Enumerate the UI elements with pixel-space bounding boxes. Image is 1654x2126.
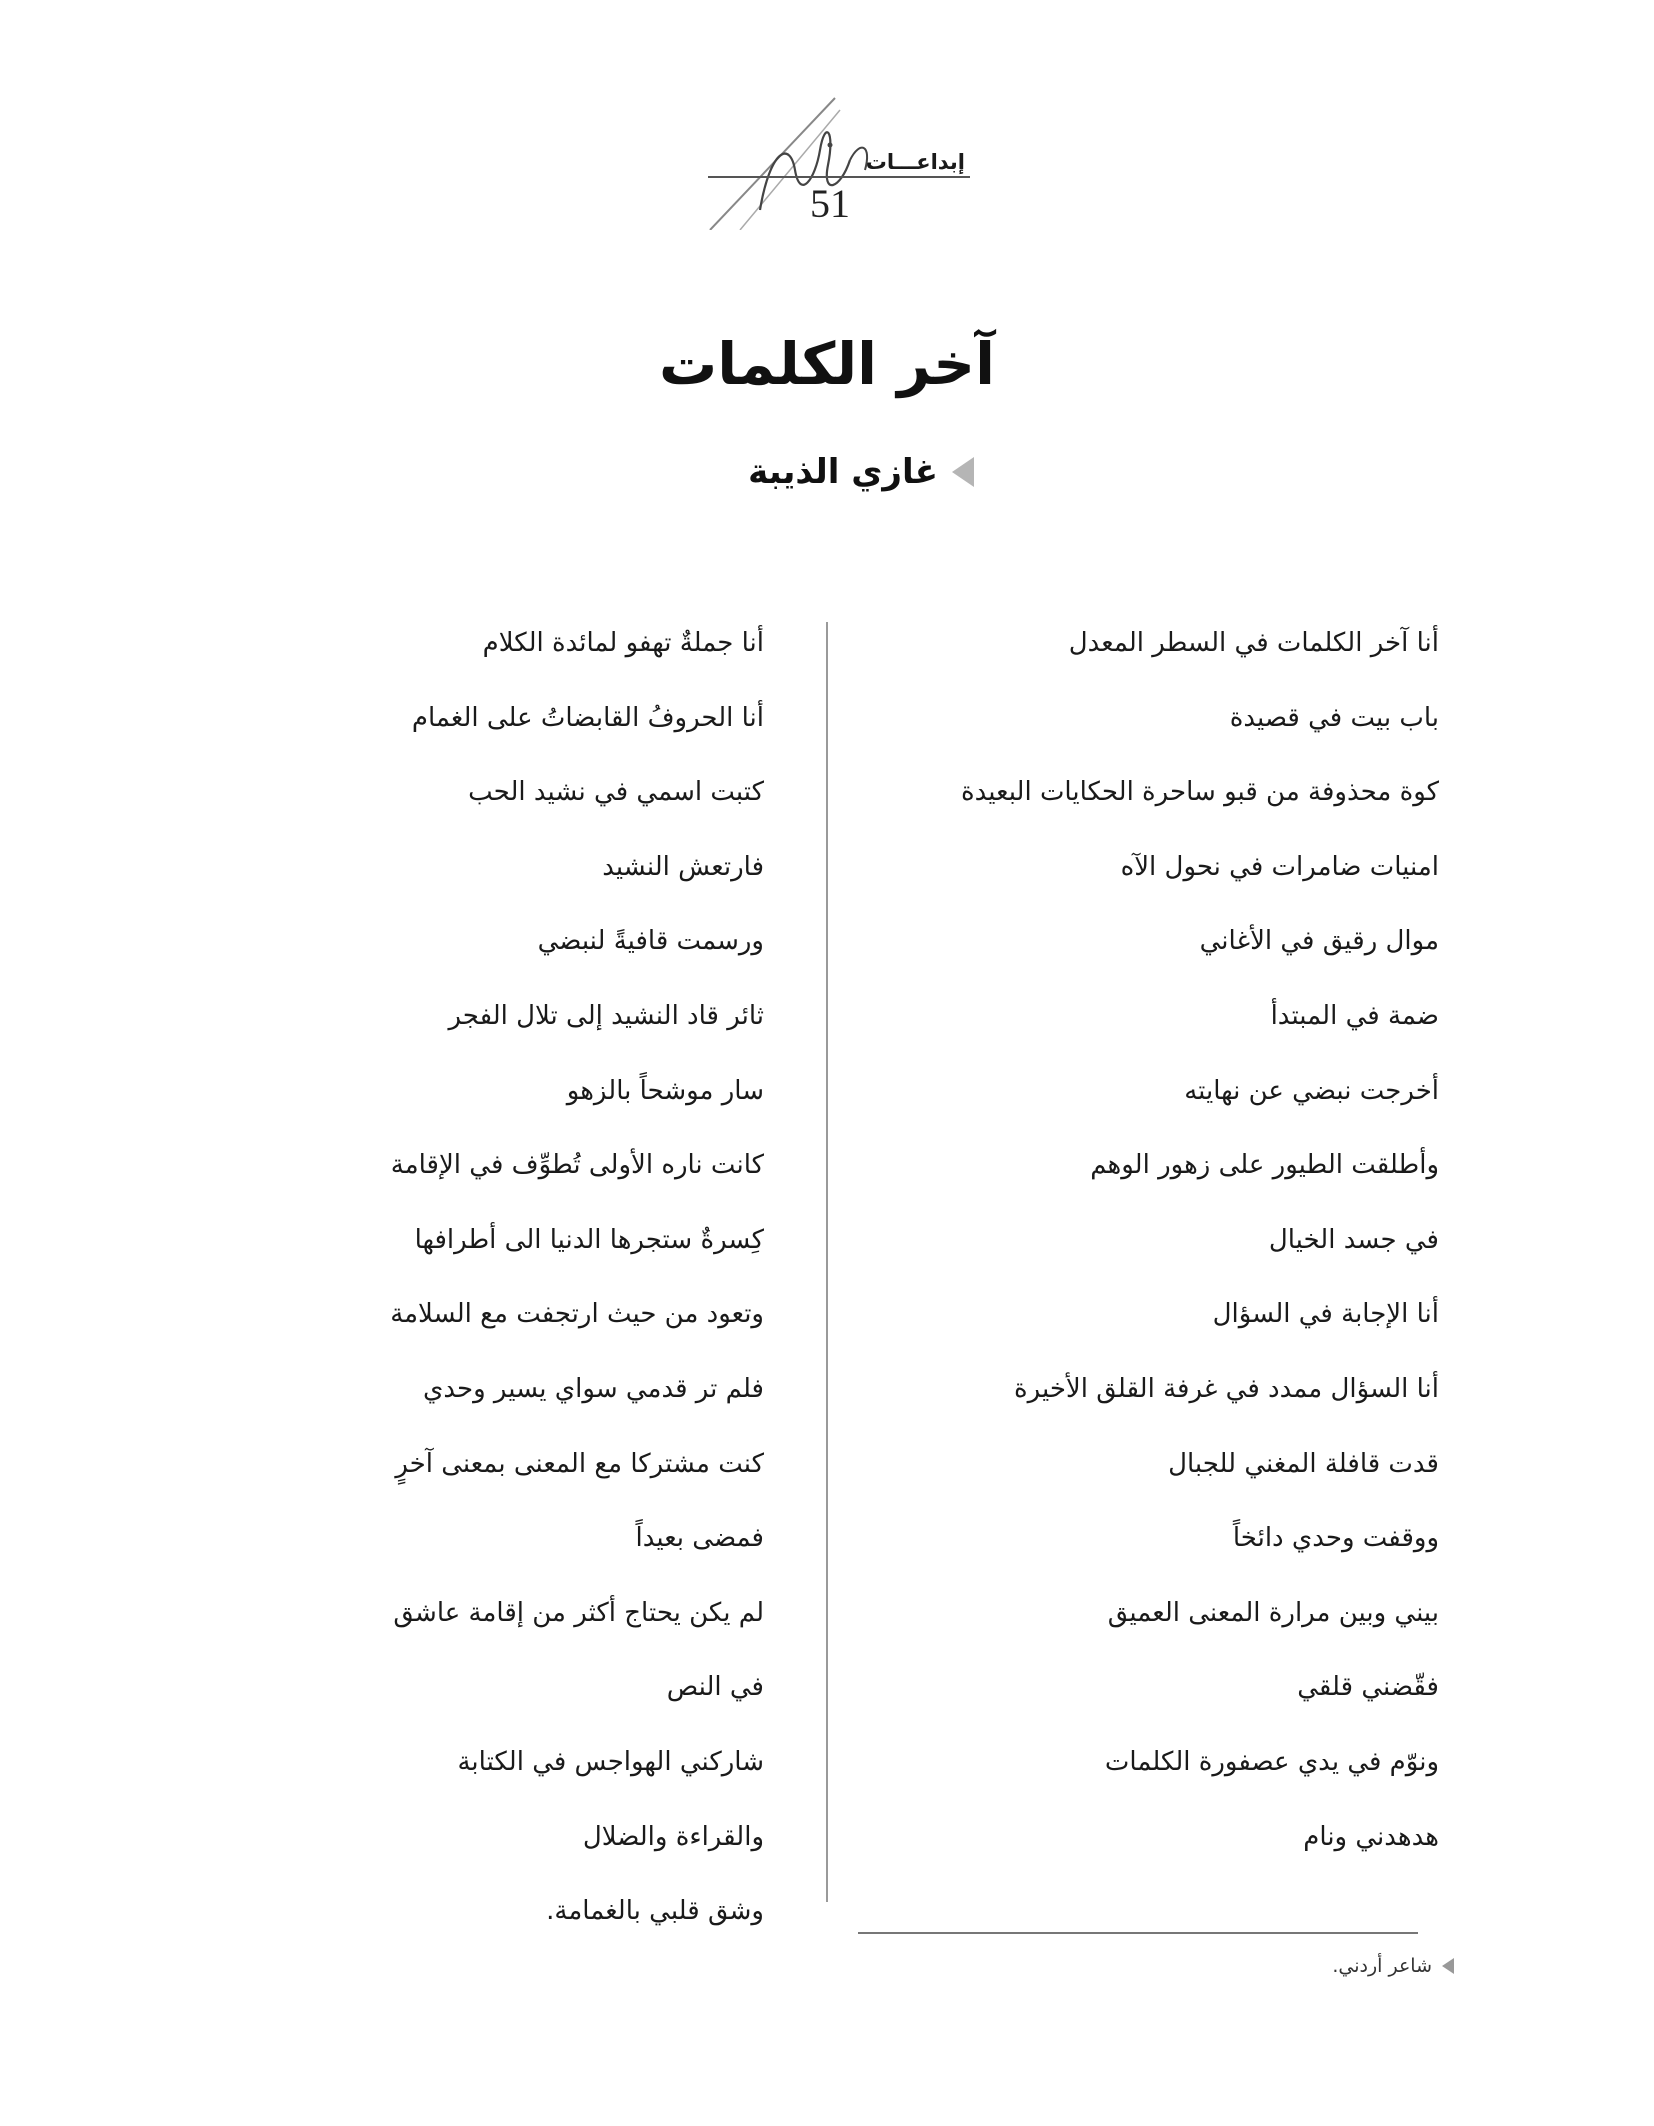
- verse-line: ضمة في المبتدأ: [1270, 1000, 1439, 1031]
- verse-line: كتبت اسمي في نشيد الحب: [468, 777, 764, 808]
- poem-column-right: [879, 620, 1439, 1888]
- verse-line: أنا الإجابة في السؤال: [1212, 1299, 1439, 1330]
- verse-line: ووقفت وحدي دائخاً: [1232, 1523, 1439, 1554]
- verse-line: سار موشحاً بالزهو: [566, 1075, 764, 1106]
- verse-line: أنا الحروفُ القابضاتُ على الغمام: [411, 702, 764, 733]
- verse-line: ورسمت قافيةً لنبضي: [537, 926, 764, 957]
- poem-title: آخر الكلمات: [659, 330, 995, 398]
- verse-line: فمضى بعيداً: [635, 1523, 764, 1554]
- verse-line: كِسرةٌ ستجرها الدنيا الى أطرافها: [414, 1224, 764, 1255]
- verse-line: أخرجت نبضي عن نهايته: [1184, 1075, 1439, 1106]
- verse-line: قدت قافلة المغني للجبال: [1168, 1448, 1439, 1479]
- verse-line: وأطلقت الطيور على زهور الوهم: [1090, 1150, 1439, 1181]
- column-divider: [826, 622, 828, 1902]
- footnote-text: شاعر أردني.: [1332, 1955, 1432, 1977]
- verse-line: فقّضني قلقي: [1297, 1672, 1439, 1703]
- verse-line: والقراءة والضلال: [582, 1821, 764, 1852]
- author-byline: [748, 452, 974, 492]
- verse-line: أنا السؤال ممدد في غرفة القلق الأخيرة: [1014, 1373, 1439, 1404]
- verse-line: وشق قلبي بالغمامة.: [546, 1896, 764, 1927]
- verse-line: ثائر قاد النشيد إلى تلال الفجر: [448, 1000, 764, 1031]
- verse-line: كنت مشتركا مع المعنى بمعنى آخرٍ: [395, 1448, 764, 1479]
- verse-line: باب بيت في قصيدة: [1229, 702, 1439, 733]
- verse-line: فارتعش النشيد: [602, 851, 764, 882]
- arrow-icon: [1442, 1958, 1454, 1974]
- verse-line: كوة محذوفة من قبو ساحرة الحكايات البعيدة: [961, 777, 1439, 808]
- page-number: 51: [810, 181, 850, 226]
- author-name: غازي الذيبة: [748, 452, 938, 492]
- verse-line: في جسد الخيال: [1268, 1224, 1439, 1255]
- header-rule: [708, 176, 970, 178]
- verse-line: وتعود من حيث ارتجفت مع السلامة: [390, 1299, 764, 1330]
- verse-line: هدهدني ونام: [1303, 1821, 1439, 1852]
- verse-line: بيني وبين مرارة المعنى العميق: [1107, 1597, 1439, 1628]
- verse-line: أنا آخر الكلمات في السطر المعدل: [1068, 628, 1439, 658]
- verse-line: لم يكن يحتاج أكثر من إقامة عاشق: [393, 1597, 764, 1628]
- verse-line: ونوّم في يدي عصفورة الكلمات: [1104, 1746, 1439, 1777]
- verse-line: امنيات ضامرات في نحول الآه: [1120, 851, 1439, 882]
- arrow-icon: [952, 457, 974, 487]
- verse-line: موال رقيق في الأغاني: [1199, 926, 1439, 957]
- verse-line: في النص: [666, 1672, 764, 1703]
- poem-column-left: [204, 620, 764, 1963]
- section-label: إبداعـــات: [865, 150, 965, 174]
- verse-line: شاركني الهواجس في الكتابة: [457, 1746, 764, 1777]
- footnote: [1332, 1955, 1454, 1977]
- footnote-rule: [858, 1932, 1418, 1934]
- verse-line: أنا جملةٌ تهفو لمائدة الكلام: [482, 628, 764, 658]
- verse-line: كانت ناره الأولى تُطوِّف في الإقامة: [390, 1150, 764, 1181]
- verse-line: فلم تر قدمي سواي يسير وحدي: [423, 1373, 764, 1404]
